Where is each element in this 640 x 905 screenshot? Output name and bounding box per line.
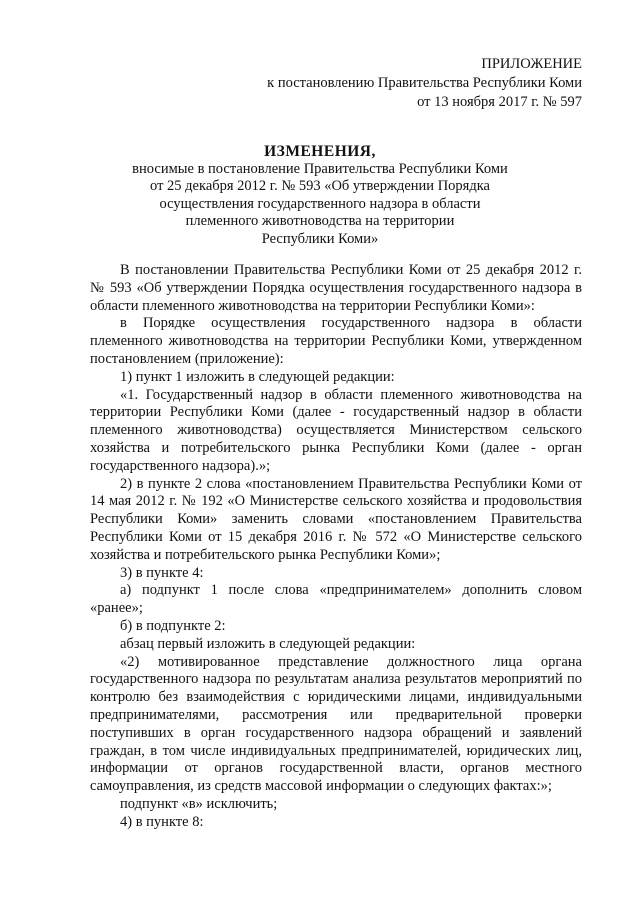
document-title-block	[0, 143, 640, 248]
appendix-label: ПРИЛОЖЕНИЕ	[481, 56, 582, 72]
paragraph-item-1: 1) пункт 1 изложить в следующей редакции:	[120, 368, 395, 385]
paragraph-item-3b-abzac: абзац первый изложить в следующей редакции:	[120, 635, 416, 652]
appendix-date: от 13 ноября 2017 г. № 597	[417, 94, 582, 110]
paragraph-item-1-text: «1. Государственный надзор в области племенного животноводства на территории Республики Коми (далее - государственный надзор в области племенного животноводства) осуществляется Министерством сельского хозяйства и потребительского рынка Республики Коми (далее - орган государственного надзора).»;	[90, 386, 582, 474]
title-line-5: Республики Коми»	[261, 230, 379, 247]
paragraph-item-3b-exclude: подпункт «в» исключить;	[120, 795, 278, 812]
paragraph-item-2: 2) в пункте 2 слова «постановлением Правительства Республики Коми от 14 мая 2012 г. № 192 «О Министерстве сельского хозяйства и продовольствия Республики Коми» заменить словами «постановлением Правительства Республики Коми от 15 декабря 2016 г. № 572 «О Министерстве сельского хозяйства и потребительского рынка Республики Коми»;	[90, 475, 582, 563]
paragraph-preamble: В постановлении Правительства Республики Коми от 25 декабря 2012 г. № 593 «Об утверждении Порядка осуществления государственного надзора в области племенного животноводства на территории Республики Коми»:	[90, 262, 582, 314]
title-line-4: племенного животноводства на территории	[185, 213, 455, 229]
paragraph-item-3a: а) подпункт 1 после слова «предпринимателем» дополнить словом «ранее»;	[90, 582, 582, 617]
paragraph-item-3b: б) в подпункте 2:	[120, 617, 226, 634]
paragraph-item-3b-text: «2) мотивированное представление должностного лица органа государственного надзора по результатам анализа результатов мероприятий по контролю без взаимодействия с юридическими лицами, индивидуальными предпринимателями, рассмотрения или предварительной проверки поступивших в орган государственного надзора обращений и заявлений граждан, в том числе индивидуальных предпринимателей, юридических лиц, информации от органов государственной власти, органов местного самоуправления, из средств массовой информации о следующих фактах:»;	[90, 653, 582, 795]
appendix-resolution-ref: к постановлению Правительства Республики Коми	[267, 75, 582, 91]
title-line-3: осуществления государственного надзора в области	[159, 195, 481, 212]
paragraph-item-3: 3) в пункте 4:	[120, 564, 204, 581]
document-title: ИЗМЕНЕНИЯ,	[264, 143, 376, 160]
title-line-1: вносимые в постановление Правительства Республики Коми	[132, 160, 508, 177]
title-line-2: от 25 декабря 2012 г. № 593 «Об утверждении Порядка	[150, 178, 490, 194]
paragraph-order-intro: в Порядке осуществления государственного надзора в области племенного животноводства на территории Республики Коми, утвержденном постановлением (приложение):	[90, 315, 582, 367]
paragraph-item-4: 4) в пункте 8:	[120, 813, 204, 830]
document-body	[90, 262, 582, 832]
appendix-header	[267, 55, 582, 112]
